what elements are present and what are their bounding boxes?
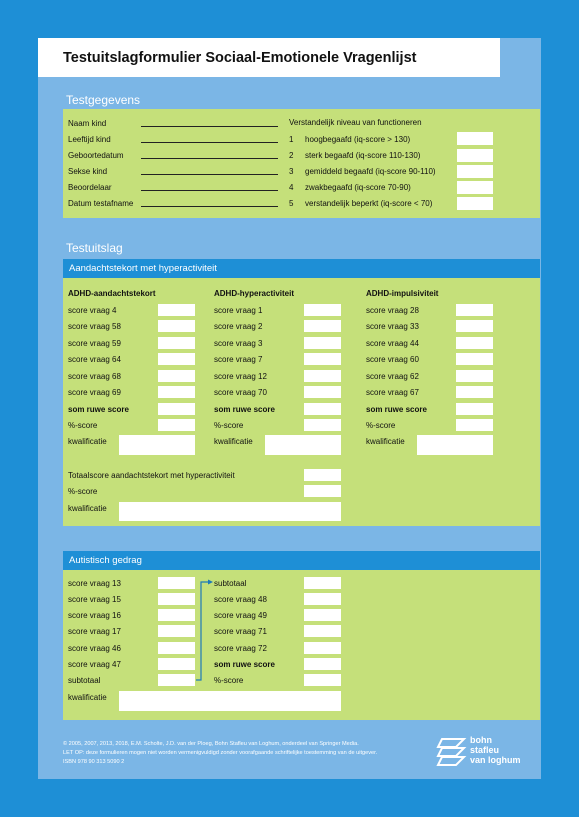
totaal-kwal-label: kwalificatie	[68, 504, 107, 513]
niveau-number: 2	[289, 151, 294, 160]
score-label: score vraag 44	[366, 339, 419, 348]
score-label: score vraag 72	[214, 644, 267, 653]
score-label: score vraag 68	[68, 372, 121, 381]
score-box[interactable]	[158, 642, 195, 654]
field-line[interactable]	[141, 206, 278, 207]
kwal-label: kwalificatie	[214, 437, 253, 446]
score-box[interactable]	[456, 370, 493, 382]
score-box[interactable]	[304, 370, 341, 382]
score-label: score vraag 60	[366, 355, 419, 364]
som-box[interactable]	[304, 658, 341, 670]
niveau-number: 5	[289, 199, 294, 208]
score-box[interactable]	[158, 337, 195, 349]
field-label: Datum testafname	[68, 199, 134, 208]
bar-aandachtstekort	[63, 259, 540, 278]
niveau-number: 1	[289, 135, 294, 144]
score-box[interactable]	[158, 609, 195, 621]
niveau-heading: Verstandelijk niveau van functioneren	[289, 118, 422, 127]
score-label: score vraag 46	[68, 644, 121, 653]
score-label: score vraag 33	[366, 322, 419, 331]
notice-text: LET OP: deze formulieren mogen niet worden vermenigvuldigd zonder voorafgaande schriftelijke toestemming van de uitgever.	[63, 750, 378, 756]
som-label: som ruwe score	[214, 660, 275, 669]
som-label: som ruwe score	[366, 405, 427, 414]
field-line[interactable]	[141, 174, 278, 175]
pct-box[interactable]	[304, 419, 341, 431]
bar-label: Aandachtstekort met hyperactiviteit	[69, 263, 217, 274]
score-box[interactable]	[304, 337, 341, 349]
form-sheet	[38, 38, 541, 779]
column-title: ADHD-hyperactiviteit	[214, 289, 295, 298]
score-box[interactable]	[304, 609, 341, 621]
som-label: som ruwe score	[214, 405, 275, 414]
score-box[interactable]	[158, 320, 195, 332]
niveau-number: 3	[289, 167, 294, 176]
field-label: Leeftijd kind	[68, 135, 111, 144]
title-bar	[38, 38, 500, 77]
score-box[interactable]	[304, 353, 341, 365]
score-box[interactable]	[158, 386, 195, 398]
totaal-pct-label: %-score	[68, 487, 98, 496]
isbn-text: ISBN 978 90 313 5090 2	[63, 759, 125, 765]
niveau-box[interactable]	[457, 132, 493, 145]
totaal-box[interactable]	[304, 469, 341, 481]
logo-text: van loghum	[470, 755, 521, 765]
score-label: score vraag 59	[68, 339, 121, 348]
score-label: score vraag 58	[68, 322, 121, 331]
field-label: Beoordelaar	[68, 183, 112, 192]
niveau-label: zwakbegaafd (iq-score 70-90)	[305, 183, 411, 192]
aandacht-panel	[63, 278, 540, 526]
score-label: score vraag 64	[68, 355, 121, 364]
field-line[interactable]	[141, 190, 278, 191]
niveau-number: 4	[289, 183, 294, 192]
kwal-label: kwalificatie	[366, 437, 405, 446]
niveau-label: verstandelijk beperkt (iq-score < 70)	[305, 199, 433, 208]
score-label: score vraag 16	[68, 611, 121, 620]
score-label: score vraag 4	[68, 306, 117, 315]
pct-label: %-score	[366, 421, 396, 430]
column-title: ADHD-impulsiviteit	[366, 289, 439, 298]
niveau-box[interactable]	[457, 149, 493, 162]
subtotaal-box[interactable]	[158, 674, 195, 686]
score-label: score vraag 70	[214, 388, 267, 397]
pct-label: %-score	[214, 421, 244, 430]
kwal-box[interactable]	[265, 435, 341, 455]
score-label: score vraag 12	[214, 372, 267, 381]
score-label: score vraag 17	[68, 627, 121, 636]
pct-label: %-score	[214, 676, 244, 685]
field-line[interactable]	[141, 126, 278, 127]
score-label: score vraag 7	[214, 355, 263, 364]
niveau-box[interactable]	[457, 197, 493, 210]
score-box[interactable]	[456, 386, 493, 398]
score-label: score vraag 2	[214, 322, 263, 331]
score-box[interactable]	[158, 304, 195, 316]
score-label: score vraag 62	[366, 372, 419, 381]
niveau-label: hoogbegaafd (iq-score > 130)	[305, 135, 411, 144]
score-label: score vraag 48	[214, 595, 267, 604]
score-label: score vraag 3	[214, 339, 263, 348]
kwal-box[interactable]	[417, 435, 493, 455]
pct-box[interactable]	[304, 674, 341, 686]
bar-label: Autistisch gedrag	[69, 555, 142, 566]
score-box[interactable]	[304, 320, 341, 332]
subtotaal-label: subtotaal	[214, 579, 247, 588]
pct-box[interactable]	[456, 419, 493, 431]
autistisch-panel	[63, 570, 540, 720]
niveau-box[interactable]	[457, 165, 493, 178]
score-box[interactable]	[456, 353, 493, 365]
score-box[interactable]	[158, 577, 195, 589]
kwal-box[interactable]	[119, 691, 341, 711]
score-label: score vraag 47	[68, 660, 121, 669]
kwal-box[interactable]	[119, 435, 195, 455]
kwal-label: kwalificatie	[68, 437, 107, 446]
score-box[interactable]	[158, 370, 195, 382]
testgegevens-panel	[63, 109, 540, 218]
totaal-pct-box[interactable]	[304, 485, 341, 497]
logo-text: bohn	[470, 735, 492, 745]
niveau-box[interactable]	[457, 181, 493, 194]
score-label: score vraag 67	[366, 388, 419, 397]
field-label: Geboortedatum	[68, 151, 124, 160]
score-label: score vraag 71	[214, 627, 267, 636]
niveau-label: sterk begaafd (iq-score 110-130)	[305, 151, 421, 160]
copyright-text: © 2005, 2007, 2013, 2018, E.M. Scholte, J.D. van der Ploeg, Bohn Stafleu van Loghum, onderdeel van Springer Media.	[63, 741, 359, 747]
score-box[interactable]	[456, 337, 493, 349]
column-title: ADHD-aandachtstekort	[68, 289, 156, 298]
score-box[interactable]	[158, 625, 195, 637]
score-box[interactable]	[158, 593, 195, 605]
niveau-label: gemiddeld begaafd (iq-score 90-110)	[305, 167, 436, 176]
som-box[interactable]	[304, 403, 341, 415]
subtotaal-label: subtotaal	[68, 676, 101, 685]
score-box[interactable]	[304, 642, 341, 654]
score-box[interactable]	[304, 386, 341, 398]
score-label: score vraag 13	[68, 579, 121, 588]
page-title: Testuitslagformulier Sociaal-Emotionele Vragenlijst	[63, 50, 417, 66]
field-label: Sekse kind	[68, 167, 108, 176]
score-box[interactable]	[304, 304, 341, 316]
score-label: score vraag 69	[68, 388, 121, 397]
score-box[interactable]	[158, 353, 195, 365]
field-line[interactable]	[141, 158, 278, 159]
transfer-arrow-icon	[195, 576, 215, 684]
totaal-kwal-box[interactable]	[119, 502, 341, 521]
score-box[interactable]	[456, 304, 493, 316]
pct-box[interactable]	[158, 419, 195, 431]
score-box[interactable]	[158, 658, 195, 670]
bar-autistisch	[63, 551, 540, 570]
totaal-label: Totaalscore aandachtstekort met hyperactiviteit	[68, 471, 235, 480]
section-heading-testgegevens: Testgegevens	[66, 93, 141, 107]
subtotaal-box[interactable]	[304, 577, 341, 589]
score-box[interactable]	[304, 593, 341, 605]
pct-label: %-score	[68, 421, 98, 430]
kwal-label: kwalificatie	[68, 693, 107, 702]
score-box[interactable]	[304, 625, 341, 637]
publisher-logo-icon	[434, 735, 468, 767]
som-box[interactable]	[456, 403, 493, 415]
field-line[interactable]	[141, 142, 278, 143]
section-heading-testuitslag: Testuitslag	[66, 241, 123, 255]
score-label: score vraag 28	[366, 306, 419, 315]
som-label: som ruwe score	[68, 405, 129, 414]
field-label: Naam kind	[68, 119, 107, 128]
score-label: score vraag 49	[214, 611, 267, 620]
logo-text: stafleu	[470, 745, 500, 755]
score-label: score vraag 15	[68, 595, 121, 604]
score-box[interactable]	[456, 320, 493, 332]
score-label: score vraag 1	[214, 306, 263, 315]
som-box[interactable]	[158, 403, 195, 415]
